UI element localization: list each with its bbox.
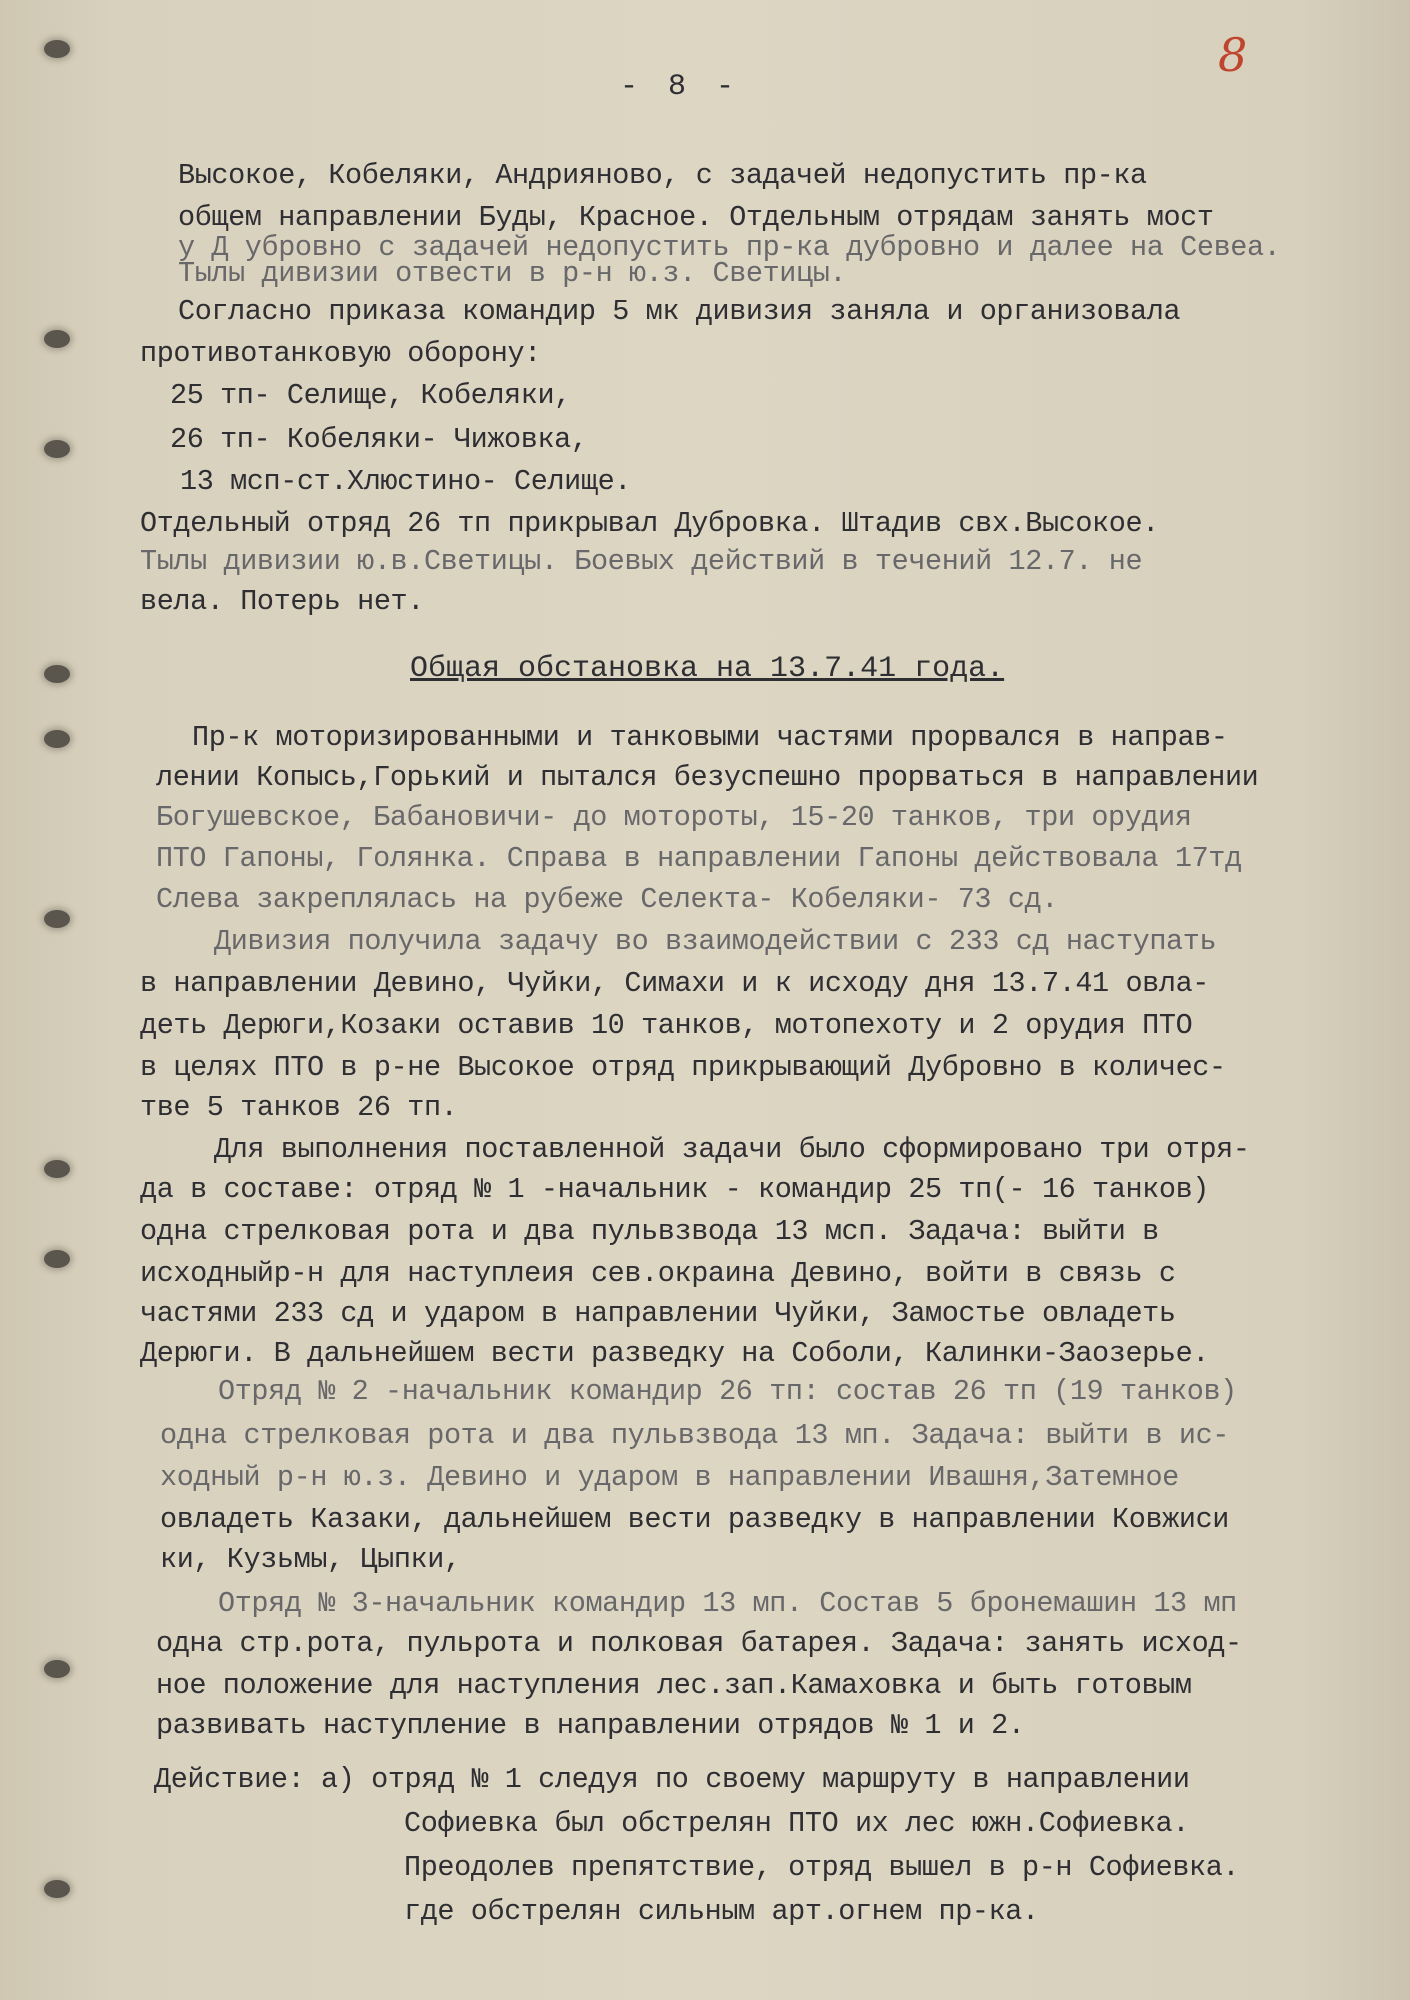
punch-hole: [44, 730, 70, 748]
text-line: где обстрелян сильным арт.огнем пр-ка.: [404, 1895, 1039, 1928]
text-line: ное положение для наступления лес.зап.Камаховка и быть готовым: [156, 1669, 1192, 1702]
text-line: тве 5 танков 26 тп.: [140, 1091, 458, 1124]
text-line: вела. Потерь нет.: [140, 585, 424, 618]
text-line: одна стрелковая рота и два пульвзвода 13 мп. Задача: выйти в ис-: [160, 1419, 1229, 1452]
text-line: Тылы дивизии ю.в.Светицы. Боевых действий в течений 12.7. не: [140, 545, 1143, 578]
text-line: Дивизия получила задачу во взаимодействии с 233 сд наступать: [214, 925, 1217, 958]
section-heading: Общая обстановка на 13.7.41 года.: [410, 652, 1005, 686]
text-line: в целях ПТО в р-не Высокое отряд прикрывающий Дубровно в количес-: [140, 1051, 1226, 1084]
text-line: ходный р-н ю.з. Девино и ударом в направлении Ивашня,Затемное: [160, 1461, 1179, 1494]
text-line: ки, Кузьмы, Цыпки,: [160, 1543, 461, 1576]
text-line: противотанковую оборону:: [140, 337, 541, 370]
text-line: овладеть Казаки, дальнейшем вести разведку в направлении Ковжиси: [160, 1503, 1229, 1536]
punch-hole: [44, 1880, 70, 1898]
text-line: деть Дерюги,Козаки оставив 10 танков, мотопехоту и 2 орудия ПТО: [140, 1009, 1193, 1042]
text-line: исходныйр-н для наступлеия сев.окраина Девино, войти в связь с: [140, 1257, 1176, 1290]
text-line: Отряд № 2 -начальник командир 26 тп: состав 26 тп (19 танков): [218, 1375, 1237, 1408]
text-line: 25 тп- Селище, Кобеляки,: [170, 379, 571, 412]
text-line: Согласно приказа командир 5 мк дивизия заняла и организовала: [178, 295, 1181, 328]
text-line: Пр-к моторизированными и танковыми частями прорвался в направ-: [192, 721, 1228, 754]
text-line: Для выполнения поставленной задачи было сформировано три отря-: [214, 1133, 1250, 1166]
typed-page-marker: - 8 -: [620, 70, 741, 104]
text-line: Отдельный отряд 26 тп прикрывал Дубровка. Штадив свх.Высокое.: [140, 507, 1159, 540]
punch-hole: [44, 1660, 70, 1678]
text-line: Софиевка был обстрелян ПТО их лес южн.Софиевка.: [404, 1807, 1190, 1840]
text-line: Действие: а) отряд № 1 следуя по своему маршруту в направлении: [154, 1763, 1190, 1796]
punch-hole: [44, 910, 70, 928]
text-line: развивать наступление в направлении отрядов № 1 и 2.: [156, 1709, 1025, 1742]
text-line: Высокое, Кобеляки, Андрияново, с задачей недопустить пр-ка: [178, 159, 1147, 192]
text-line: в направлении Девино, Чуйки, Симахи и к исходу дня 13.7.41 овла-: [140, 967, 1209, 1000]
punch-hole: [44, 1160, 70, 1178]
text-line: 13 мсп-ст.Хлюстино- Селище.: [180, 465, 631, 498]
text-line: Отряд № 3-начальник командир 13 мп. Состав 5 бронемашин 13 мп: [218, 1587, 1237, 1620]
text-line: общем направлении Буды, Красное. Отдельным отрядам занять мост: [178, 201, 1214, 234]
text-line: 26 тп- Кобеляки- Чижовка,: [170, 423, 588, 456]
text-line: да в составе: отряд № 1 -начальник - командир 25 тп(- 16 танков): [140, 1173, 1209, 1206]
text-line: Тылы дивизии отвести в р-н ю.з. Светицы.: [178, 257, 847, 290]
punch-hole: [44, 440, 70, 458]
text-line: одна стр.рота, пульрота и полковая батарея. Задача: занять исход-: [156, 1627, 1242, 1660]
text-line: Слева закреплялась на рубеже Селекта- Кобеляки- 73 сд.: [156, 883, 1058, 916]
text-line: ПТО Гапоны, Голянка. Справа в направлении Гапоны действовала 17тд: [156, 842, 1242, 875]
punch-hole: [44, 1250, 70, 1268]
text-line: Богушевское, Бабановичи- до мотороты, 15-20 танков, три орудия: [156, 801, 1192, 834]
text-line: частями 233 сд и ударом в направлении Чуйки, Замостье овладеть: [140, 1297, 1176, 1330]
text-line: одна стрелковая рота и два пульвзвода 13 мсп. Задача: выйти в: [140, 1215, 1159, 1248]
handwritten-page-number: 8: [1218, 28, 1248, 82]
punch-hole: [44, 40, 70, 58]
punch-hole: [44, 665, 70, 683]
text-line: у Д убровно с задачей недопустить пр-ка дубровно и далее на Севеа.: [178, 231, 1281, 264]
text-line: Дерюги. В дальнейшем вести разведку на Соболи, Калинки-Заозерье.: [140, 1337, 1209, 1370]
text-line: лении Копысь,Горький и пытался безуспешно прорваться в направлении: [156, 761, 1259, 794]
text-line: Преодолев препятствие, отряд вышел в р-н Софиевка.: [404, 1851, 1240, 1884]
punch-hole: [44, 330, 70, 348]
